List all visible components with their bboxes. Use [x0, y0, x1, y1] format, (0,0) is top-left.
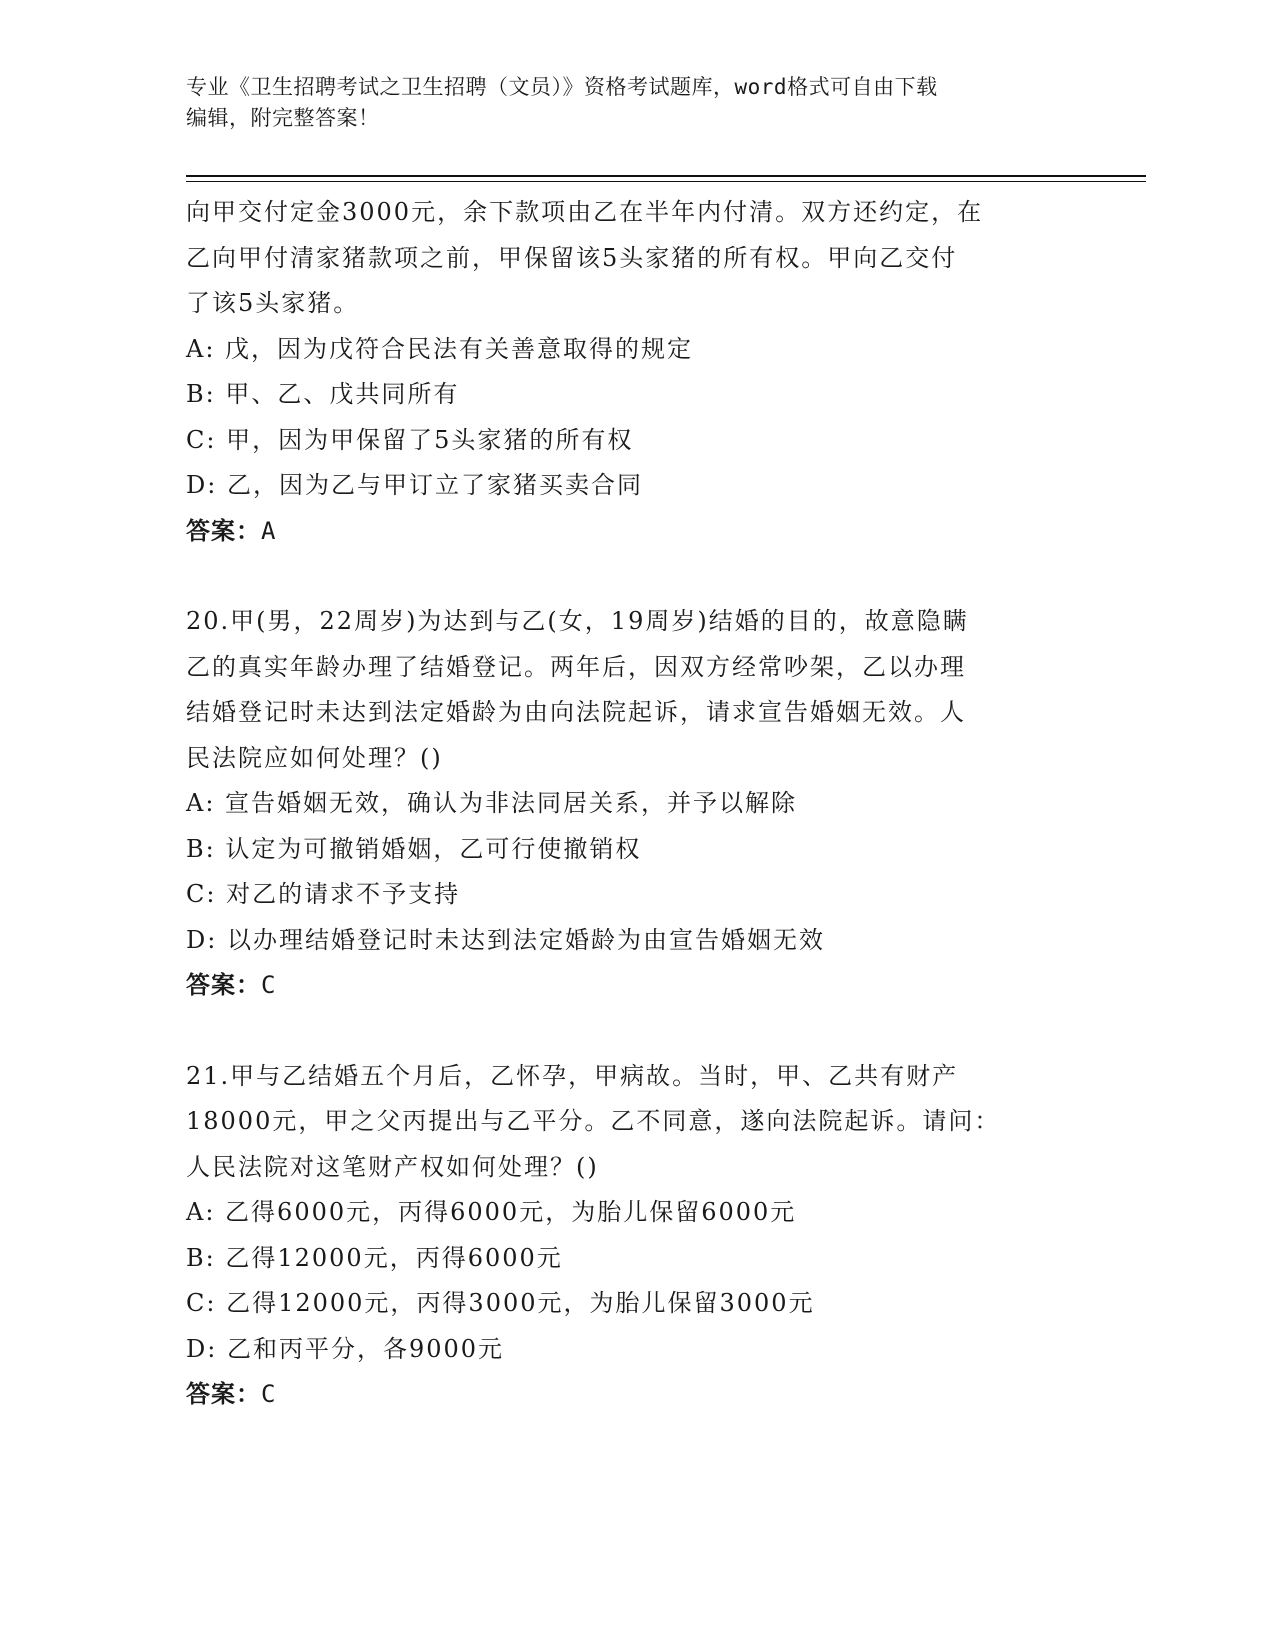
question-20 — [186, 599, 1066, 1009]
option-d: D: 以办理结婚登记时未达到法定婚龄为由宣告婚姻无效 — [186, 925, 825, 954]
question-19-continued — [186, 190, 1066, 554]
question-text-line: 18000元，甲之父丙提出与乙平分。乙不同意，遂向法院起诉。请问： — [186, 1107, 1001, 1135]
question-text-line: 乙向甲付清家猪款项之前，甲保留该5头家猪的所有权。甲向乙交付 — [186, 243, 958, 272]
answer-label: 答案： — [186, 1380, 261, 1408]
spacer — [186, 1009, 1066, 1054]
question-21 — [186, 1054, 1066, 1418]
option-d: D: 乙，因为乙与甲订立了家猪买卖合同 — [186, 471, 643, 499]
option-b: B: 甲、乙、戊共同所有 — [186, 380, 460, 408]
answer-value: A — [261, 516, 277, 545]
document-body — [186, 190, 1066, 1418]
option-d: D: 乙和丙平分，各9000元 — [186, 1334, 505, 1363]
option-c: C: 对乙的请求不予支持 — [186, 880, 461, 908]
answer-line — [186, 509, 1066, 555]
answer-value: C — [261, 1380, 277, 1408]
question-text-line: 结婚登记时未达到法定婚龄为由向法院起诉，请求宣告婚姻无效。人 — [186, 698, 966, 726]
answer-line — [186, 963, 1066, 1009]
question-text-line: 人民法院对这笔财产权如何处理？() — [186, 1152, 599, 1181]
question-text-line: 乙的真实年龄办理了结婚登记。两年后，因双方经常吵架，乙以办理 — [186, 652, 966, 681]
header-line-1: 专业《卫生招聘考试之卫生招聘（文员）》资格考试题库，word格式可自由下载 — [186, 75, 938, 99]
option-c: C: 乙得12000元，丙得3000元，为胎儿保留3000元 — [186, 1289, 815, 1317]
spacer — [186, 554, 1066, 599]
document-header — [186, 72, 1086, 134]
answer-value: C — [261, 971, 277, 999]
header-divider-thick — [186, 175, 1146, 177]
question-text-line: 了该5头家猪。 — [186, 289, 360, 317]
question-text-line: 民法院应如何处理？() — [186, 743, 443, 772]
option-b: B: 乙得12000元，丙得6000元 — [186, 1243, 563, 1272]
answer-label: 答案： — [186, 971, 261, 999]
answer-line — [186, 1372, 1066, 1418]
answer-label: 答案： — [186, 516, 261, 545]
header-divider-thin — [186, 181, 1146, 182]
option-a: A: 戊，因为戊符合民法有关善意取得的规定 — [186, 334, 694, 363]
option-a: A: 乙得6000元，丙得6000元，为胎儿保留6000元 — [186, 1198, 797, 1226]
question-text-line: 20.甲(男，22周岁)为达到与乙(女，19周岁)结婚的目的，故意隐瞒 — [186, 607, 969, 635]
header-line-2: 编辑，附完整答案！ — [186, 106, 380, 130]
option-b: B: 认定为可撤销婚姻，乙可行使撤销权 — [186, 834, 642, 863]
question-text-line: 21.甲与乙结婚五个月后，乙怀孕，甲病故。当时，甲、乙共有财产 — [186, 1061, 959, 1090]
question-text-line: 向甲交付定金3000元，余下款项由乙在半年内付清。双方还约定，在 — [186, 198, 984, 226]
option-a: A: 宣告婚姻无效，确认为非法同居关系，并予以解除 — [186, 789, 798, 817]
option-c: C: 甲，因为甲保留了5头家猪的所有权 — [186, 425, 634, 454]
